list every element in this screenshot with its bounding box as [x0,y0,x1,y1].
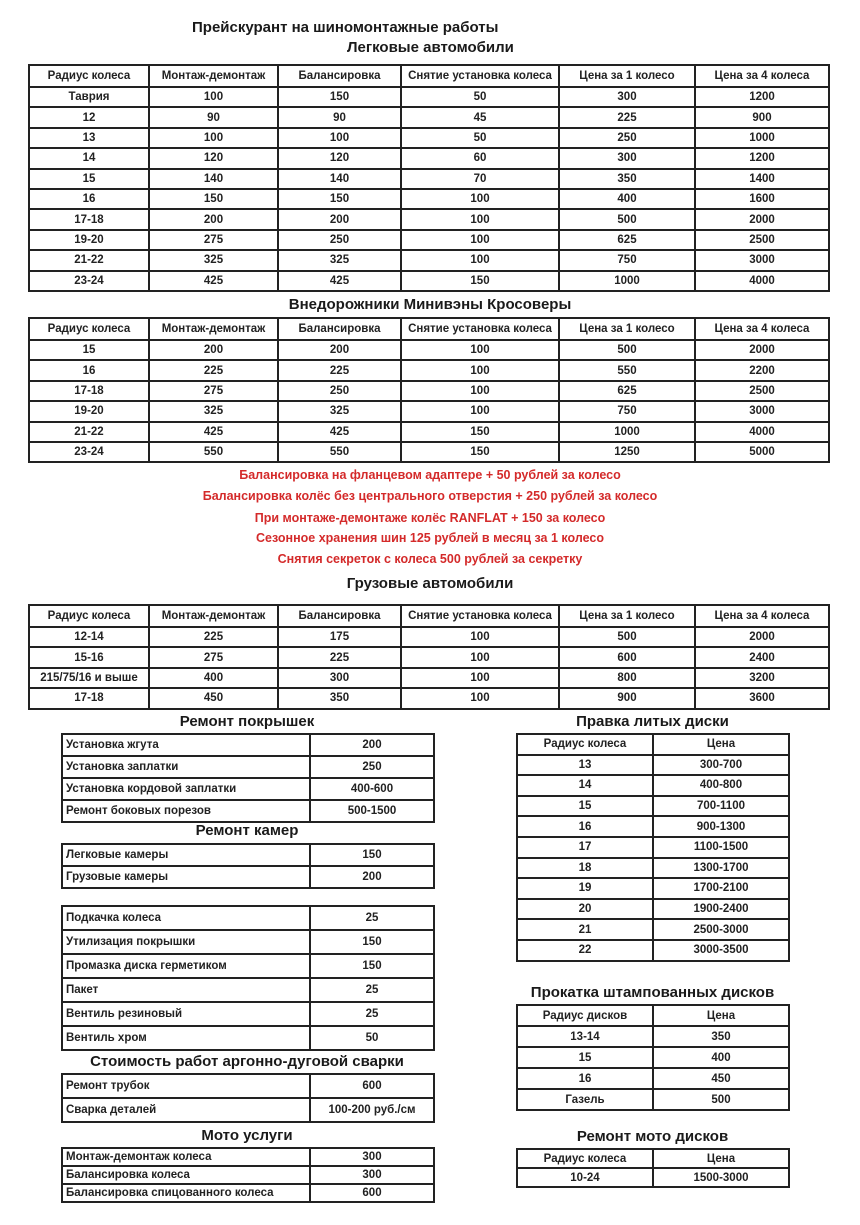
price-cell: 25 [310,978,434,1002]
table-row [62,954,434,978]
price-cell: 350 [653,1026,789,1047]
row-label-cell: 15 [29,340,149,360]
row-label-cell: 18 [517,858,653,879]
price-cell: 625 [559,230,695,250]
table-row [29,271,829,291]
price-cell: 2500 [695,381,829,401]
row-label-cell: Сварка деталей [62,1098,310,1122]
column-header: Снятие установка колеса [401,318,559,340]
column-header: Радиус колеса [29,318,149,340]
price-cell: 45 [401,107,559,127]
table-row [62,756,434,778]
price-cell: 1100-1500 [653,837,789,858]
section-title-welding: Стоимость работ аргонно-дуговой сварки [90,1053,404,1070]
row-label-cell: 19 [517,878,653,899]
price-cell: 150 [278,189,401,209]
note-ranflat: При монтаже-демонтаже колёс RANFLAT + 150 за колесо [254,511,606,525]
row-label-cell: Легковые камеры [62,844,310,866]
row-label-cell: Установка заплатки [62,756,310,778]
price-cell: 90 [278,107,401,127]
price-cell: 325 [278,401,401,421]
price-cell: 900 [695,107,829,127]
price-cell: 500 [559,340,695,360]
price-cell: 3200 [695,668,829,688]
row-label-cell: Ремонт боковых порезов [62,800,310,822]
price-cell: 140 [149,169,278,189]
price-cell: 250 [310,756,434,778]
row-label-cell: 21-22 [29,422,149,442]
price-cell: 140 [278,169,401,189]
table-row [29,668,829,688]
row-label-cell: 15 [517,1047,653,1068]
table-row [29,627,829,647]
section-title-passenger: Легковые автомобили [347,39,514,56]
price-cell: 500 [653,1089,789,1110]
table-row [517,755,789,776]
price-cell: 750 [559,401,695,421]
row-label-cell: Вентиль резиновый [62,1002,310,1026]
price-cell: 500 [559,627,695,647]
section-title-moto-discs: Ремонт мото дисков [576,1128,729,1145]
row-label-cell: 16 [517,1068,653,1089]
column-header: Радиус колеса [517,1149,653,1168]
row-label-cell: 19-20 [29,230,149,250]
price-cell: 150 [401,271,559,291]
passenger-table [28,64,830,292]
price-cell: 2500-3000 [653,919,789,940]
column-header: Цена за 1 колесо [559,318,695,340]
price-cell: 425 [278,422,401,442]
table-row [517,919,789,940]
price-cell: 350 [559,169,695,189]
price-cell: 100 [149,128,278,148]
table-row [62,844,434,866]
price-cell: 350 [278,688,401,708]
row-label-cell: Пакет [62,978,310,1002]
tire-repair-table [61,733,435,823]
row-label-cell: Ремонт трубок [62,1074,310,1098]
row-label-cell: 12-14 [29,627,149,647]
price-cell: 550 [559,360,695,380]
price-cell: 5000 [695,442,829,462]
price-cell: 300 [310,1148,434,1166]
column-header: Балансировка [278,65,401,87]
table-row [62,1166,434,1184]
row-label-cell: 17-18 [29,688,149,708]
column-header: Цена за 1 колесо [559,65,695,87]
row-label-cell: 15 [517,796,653,817]
price-cell: 150 [401,442,559,462]
table-row [62,1026,434,1050]
column-header: Радиус дисков [517,1005,653,1026]
table-row [29,442,829,462]
table-row [517,940,789,961]
price-cell: 100 [401,230,559,250]
price-cell: 3000 [695,250,829,270]
row-label-cell: 23-24 [29,271,149,291]
row-label-cell: 14 [517,775,653,796]
table-header-row [517,1005,789,1026]
price-cell: 200 [278,340,401,360]
price-cell: 150 [310,844,434,866]
table-row [62,800,434,822]
section-title-tire-repair: Ремонт покрышек [179,713,315,730]
price-cell: 600 [559,647,695,667]
row-label-cell: Балансировка колеса [62,1166,310,1184]
price-cell: 200 [149,209,278,229]
price-cell: 250 [278,230,401,250]
price-cell: 425 [149,271,278,291]
price-cell: 150 [310,930,434,954]
row-label-cell: Подкачка колеса [62,906,310,930]
row-label-cell: 21-22 [29,250,149,270]
row-label-cell: 215/75/16 и выше [29,668,149,688]
price-cell: 200 [278,209,401,229]
note-seasonal-storage: Сезонное хранения шин 125 рублей в месяц за 1 колесо [256,531,604,545]
price-cell: 225 [278,647,401,667]
price-cell: 400 [559,189,695,209]
row-label-cell: 23-24 [29,442,149,462]
table-row [62,906,434,930]
row-label-cell: Установка жгута [62,734,310,756]
table-row [62,1002,434,1026]
table-row [29,189,829,209]
column-header: Цена [653,734,789,755]
price-cell: 200 [310,734,434,756]
price-cell: 1000 [559,271,695,291]
price-cell: 225 [149,627,278,647]
price-cell: 2200 [695,360,829,380]
section-title-alloy: Правка литых диски [576,713,729,730]
row-label-cell: Монтаж-демонтаж колеса [62,1148,310,1166]
row-label-cell: 19-20 [29,401,149,421]
table-row [29,230,829,250]
price-cell: 750 [559,250,695,270]
note-lock-removal: Снятия секреток с колеса 500 рублей за секретку [277,552,583,566]
price-cell: 100 [401,250,559,270]
column-header: Цена за 4 колеса [695,318,829,340]
price-cell: 450 [653,1068,789,1089]
row-label-cell: Утилизация покрышки [62,930,310,954]
misc-services-table [61,905,435,1051]
column-header: Цена [653,1149,789,1168]
row-label-cell: 13-14 [517,1026,653,1047]
row-label-cell: 13 [29,128,149,148]
table-row [517,1168,789,1187]
section-title-trucks: Грузовые автомобили [346,575,514,592]
price-cell: 100 [401,668,559,688]
price-cell: 800 [559,668,695,688]
price-cell: 4000 [695,271,829,291]
row-label-cell: 13 [517,755,653,776]
row-label-cell: 10-24 [517,1168,653,1187]
table-row [62,1148,434,1166]
price-cell: 250 [278,381,401,401]
price-cell: 325 [149,250,278,270]
column-header: Монтаж-демонтаж [149,318,278,340]
price-cell: 600 [310,1074,434,1098]
trucks-table [28,604,830,710]
price-cell: 550 [149,442,278,462]
price-cell: 400 [149,668,278,688]
price-cell: 1700-2100 [653,878,789,899]
table-row [517,1068,789,1089]
table-row [29,250,829,270]
column-header: Балансировка [278,605,401,627]
table-row [62,978,434,1002]
price-cell: 175 [278,627,401,647]
price-cell: 225 [149,360,278,380]
price-cell: 150 [149,189,278,209]
tube-repair-table [61,843,435,889]
table-row [62,866,434,888]
table-row [29,148,829,168]
price-cell: 150 [310,954,434,978]
price-cell: 900 [559,688,695,708]
price-cell: 300 [278,668,401,688]
row-label-cell: 16 [517,816,653,837]
moto-services-table [61,1147,435,1203]
price-cell: 300 [310,1166,434,1184]
price-cell: 3000 [695,401,829,421]
table-header-row [29,318,829,340]
table-row [29,360,829,380]
section-title-suv: Внедорожники Минивэны Кросоверы [288,296,572,313]
price-cell: 1200 [695,148,829,168]
row-label-cell: Установка кордовой заплатки [62,778,310,800]
row-label-cell: 14 [29,148,149,168]
price-cell: 625 [559,381,695,401]
price-cell: 100 [401,340,559,360]
price-cell: 700-1100 [653,796,789,817]
price-cell: 275 [149,647,278,667]
row-label-cell: Таврия [29,87,149,107]
price-cell: 275 [149,381,278,401]
welding-table [61,1073,435,1123]
price-cell: 600 [310,1184,434,1202]
price-cell: 100 [401,627,559,647]
price-cell: 200 [149,340,278,360]
column-header: Цена [653,1005,789,1026]
price-cell: 4000 [695,422,829,442]
price-cell: 2000 [695,209,829,229]
price-cell: 100 [149,87,278,107]
price-cell: 100 [401,209,559,229]
price-cell: 550 [278,442,401,462]
table-row [517,1089,789,1110]
row-label-cell: 17-18 [29,209,149,229]
section-title-moto: Мото услуги [201,1127,293,1144]
price-cell: 1900-2400 [653,899,789,920]
table-row [62,1184,434,1202]
price-cell: 225 [278,360,401,380]
row-label-cell: 16 [29,360,149,380]
column-header: Балансировка [278,318,401,340]
price-cell: 1200 [695,87,829,107]
price-cell: 120 [149,148,278,168]
price-cell: 150 [278,87,401,107]
column-header: Радиус колеса [29,65,149,87]
price-cell: 100 [401,647,559,667]
price-cell: 60 [401,148,559,168]
row-label-cell: 17-18 [29,381,149,401]
page-title: Прейскурант на шиномонтажные работы [192,19,499,36]
price-cell: 100 [401,360,559,380]
moto-discs-table [516,1148,790,1188]
row-label-cell: 17 [517,837,653,858]
price-cell: 100-200 руб./см [310,1098,434,1122]
price-cell: 3600 [695,688,829,708]
table-row [517,1026,789,1047]
table-row [517,796,789,817]
price-cell: 1000 [559,422,695,442]
price-cell: 400-600 [310,778,434,800]
price-cell: 1300-1700 [653,858,789,879]
section-title-steel: Прокатка штампованных дисков [530,984,775,1001]
alloy-discs-table [516,733,790,962]
price-cell: 150 [401,422,559,442]
price-cell: 400-800 [653,775,789,796]
table-row [29,209,829,229]
price-cell: 225 [559,107,695,127]
table-row [517,1047,789,1068]
row-label-cell: 15-16 [29,647,149,667]
table-row [29,87,829,107]
price-cell: 300-700 [653,755,789,776]
table-row [62,778,434,800]
price-cell: 25 [310,906,434,930]
price-cell: 3000-3500 [653,940,789,961]
column-header: Цена за 4 колеса [695,605,829,627]
price-cell: 250 [559,128,695,148]
column-header: Цена за 1 колесо [559,605,695,627]
table-row [62,1098,434,1122]
row-label-cell: 15 [29,169,149,189]
steel-discs-table [516,1004,790,1111]
price-cell: 50 [401,87,559,107]
price-cell: 2000 [695,627,829,647]
table-row [29,128,829,148]
price-cell: 500 [559,209,695,229]
table-row [29,381,829,401]
price-cell: 1250 [559,442,695,462]
price-cell: 1600 [695,189,829,209]
row-label-cell: Промазка диска герметиком [62,954,310,978]
table-row [517,858,789,879]
row-label-cell: Грузовые камеры [62,866,310,888]
table-header-row [29,605,829,627]
price-cell: 425 [278,271,401,291]
table-header-row [517,734,789,755]
table-row [29,340,829,360]
row-label-cell: 22 [517,940,653,961]
table-row [29,422,829,442]
price-cell: 2400 [695,647,829,667]
table-row [517,816,789,837]
price-cell: 2500 [695,230,829,250]
price-cell: 1000 [695,128,829,148]
section-title-tube-repair: Ремонт камер [195,822,299,839]
price-cell: 50 [401,128,559,148]
note-flange-adapter: Балансировка на фланцевом адаптере + 50 рублей за колесо [239,468,621,482]
price-cell: 425 [149,422,278,442]
price-cell: 325 [149,401,278,421]
column-header: Монтаж-демонтаж [149,605,278,627]
price-cell: 120 [278,148,401,168]
price-cell: 275 [149,230,278,250]
column-header: Монтаж-демонтаж [149,65,278,87]
row-label-cell: Газель [517,1089,653,1110]
column-header: Радиус колеса [29,605,149,627]
suv-table [28,317,830,463]
row-label-cell: 21 [517,919,653,940]
price-cell: 2000 [695,340,829,360]
table-row [29,169,829,189]
table-row [62,734,434,756]
table-row [29,107,829,127]
row-label-cell: 20 [517,899,653,920]
price-cell: 300 [559,148,695,168]
table-row [62,930,434,954]
table-row [517,878,789,899]
row-label-cell: Вентиль хром [62,1026,310,1050]
table-header-row [517,1149,789,1168]
price-cell: 25 [310,1002,434,1026]
row-label-cell: Балансировка спицованного колеса [62,1184,310,1202]
column-header: Снятие установка колеса [401,605,559,627]
price-cell: 50 [310,1026,434,1050]
row-label-cell: 12 [29,107,149,127]
table-header-row [29,65,829,87]
table-row [29,401,829,421]
table-row [517,899,789,920]
table-row [62,1074,434,1098]
price-cell: 100 [278,128,401,148]
price-cell: 90 [149,107,278,127]
note-no-center-hole: Балансировка колёс без центрального отверстия + 250 рублей за колесо [202,489,658,503]
table-row [29,647,829,667]
price-cell: 100 [401,189,559,209]
price-cell: 450 [149,688,278,708]
price-cell: 900-1300 [653,816,789,837]
price-cell: 1400 [695,169,829,189]
price-cell: 100 [401,401,559,421]
table-row [29,688,829,708]
price-cell: 100 [401,688,559,708]
price-cell: 400 [653,1047,789,1068]
price-cell: 300 [559,87,695,107]
price-cell: 1500-3000 [653,1168,789,1187]
price-cell: 500-1500 [310,800,434,822]
price-cell: 200 [310,866,434,888]
price-cell: 325 [278,250,401,270]
column-header: Цена за 4 колеса [695,65,829,87]
price-cell: 100 [401,381,559,401]
row-label-cell: 16 [29,189,149,209]
column-header: Снятие установка колеса [401,65,559,87]
table-row [517,837,789,858]
price-cell: 70 [401,169,559,189]
table-row [517,775,789,796]
column-header: Радиус колеса [517,734,653,755]
